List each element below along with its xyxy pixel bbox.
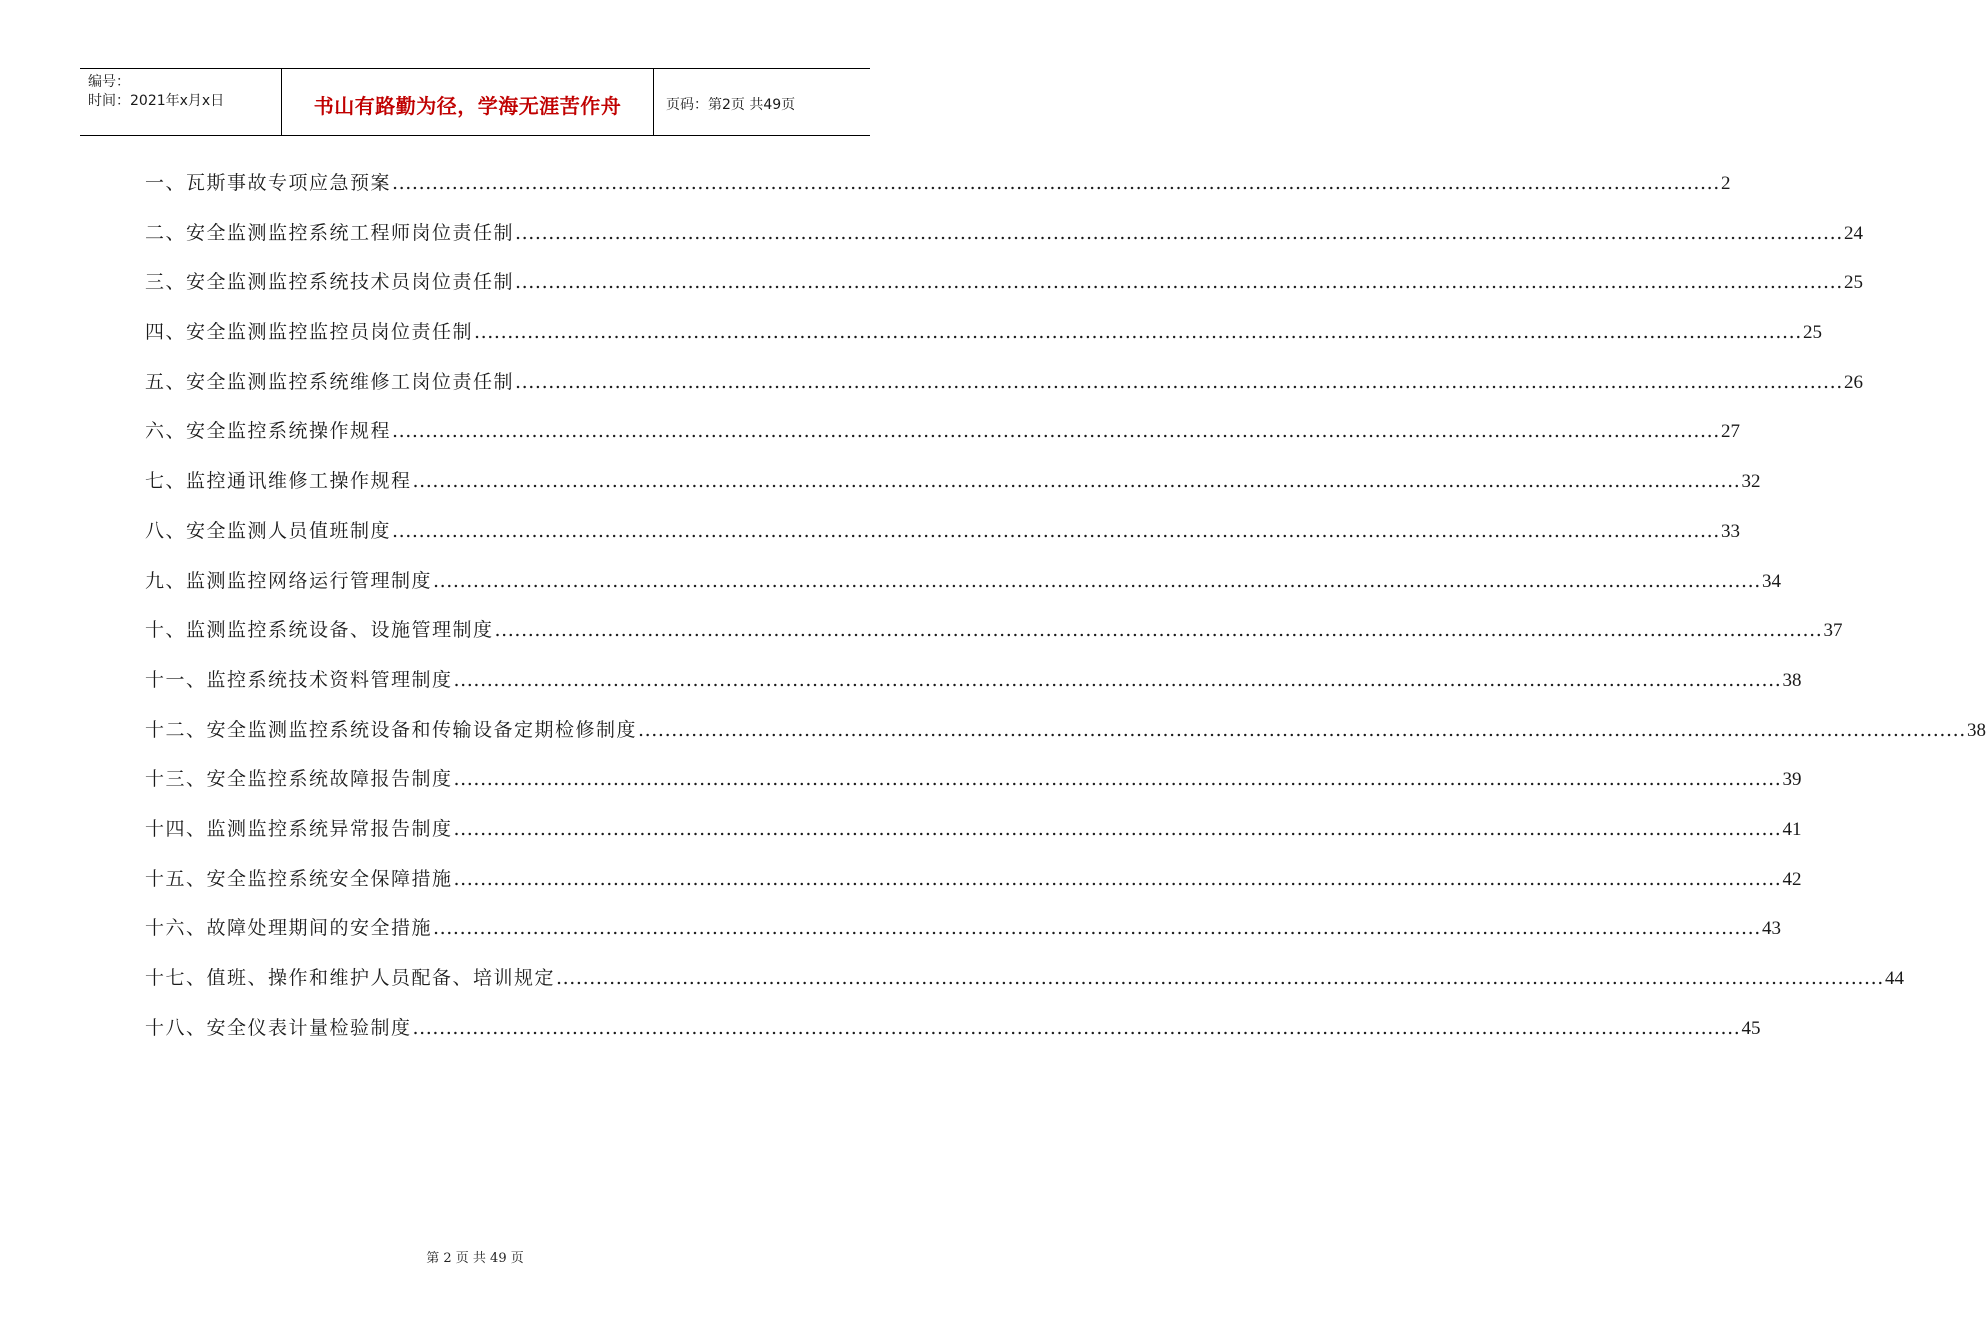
toc-entry[interactable] — [145, 963, 1904, 1013]
toc-entry-title: 十二、安全监测监控系统设备和传输设备定期检修制度 — [145, 718, 638, 741]
header-meta — [80, 69, 282, 135]
toc-leader-dots: ........................................................................................................................................................................................................ — [412, 470, 1741, 493]
toc-entry[interactable] — [145, 566, 1781, 616]
motto: 书山有路勤为径，学海无涯苦作舟 — [313, 93, 622, 118]
toc-entry-page: 38 — [1966, 719, 1986, 741]
toc-entry-page: 25 — [1843, 272, 1863, 294]
toc-leader-dots: ........................................................................................................................................................................................................ — [474, 321, 1802, 344]
toc-entry[interactable] — [145, 913, 1781, 963]
toc-leader-dots: ........................................................................................................................................................................................................ — [433, 917, 1761, 940]
toc-entry-page: 42 — [1782, 868, 1802, 890]
toc-entry[interactable] — [145, 367, 1863, 417]
toc-entry-page: 32 — [1741, 471, 1761, 493]
toc-entry-title: 五、安全监测监控系统维修工岗位责任制 — [145, 370, 515, 393]
toc-entry-title: 十三、安全监控系统故障报告制度 — [145, 768, 453, 791]
toc-leader-dots: ........................................................................................................................................................................................................ — [392, 420, 1720, 443]
toc-leader-dots: ........................................................................................................................................................................................................ — [515, 271, 1843, 294]
toc-entry-page: 24 — [1843, 222, 1863, 244]
toc-entry-title: 十一、监控系统技术资料管理制度 — [145, 668, 453, 691]
toc-leader-dots: ........................................................................................................................................................................................................ — [453, 867, 1782, 890]
toc-entry-title: 六、安全监控系统操作规程 — [145, 420, 392, 443]
toc-entry-title: 二、安全监测监控系统工程师岗位责任制 — [145, 221, 515, 244]
toc-entry-page: 26 — [1843, 371, 1863, 393]
toc-entry[interactable] — [145, 218, 1863, 268]
toc-entry-page: 37 — [1823, 620, 1843, 642]
toc-entry-title: 十五、安全监控系统安全保障措施 — [145, 867, 453, 890]
toc-entry-page: 27 — [1720, 421, 1740, 443]
toc-entry-page: 38 — [1782, 669, 1802, 691]
toc-leader-dots: ........................................................................................................................................................................................................ — [638, 718, 1966, 741]
time-label: 时间：2021年x月x日 — [88, 93, 225, 109]
page-footer: 第 2 页 共 49 页 — [426, 1251, 524, 1266]
toc-entry-title: 十四、监测监控系统异常报告制度 — [145, 817, 453, 840]
toc-entry[interactable] — [145, 168, 1731, 218]
toc-entry-page: 25 — [1802, 322, 1822, 344]
toc-entry[interactable] — [145, 715, 1986, 765]
toc-entry[interactable] — [145, 416, 1740, 466]
toc-entry[interactable] — [145, 864, 1802, 914]
page-info: 页码：第2页 共49页 — [666, 97, 796, 113]
toc-entry-page: 33 — [1720, 520, 1740, 542]
toc-entry[interactable] — [145, 764, 1802, 814]
toc-entry[interactable] — [145, 516, 1740, 566]
toc-leader-dots: ........................................................................................................................................................................................................ — [392, 519, 1720, 542]
number-label: 编号： — [88, 74, 130, 90]
toc-entry-title: 十六、故障处理期间的安全措施 — [145, 917, 433, 940]
toc-entry-title: 四、安全监测监控监控员岗位责任制 — [145, 321, 474, 344]
toc-entry-page: 34 — [1761, 570, 1781, 592]
toc-entry-title: 十八、安全仪表计量检验制度 — [145, 1016, 412, 1039]
toc-entry-page: 44 — [1884, 968, 1904, 989]
toc-leader-dots: ........................................................................................................................................................................................................ — [453, 768, 1782, 791]
toc-leader-dots: ........................................................................................................................................................................................................ — [494, 619, 1823, 642]
toc-entry-page: 39 — [1782, 769, 1802, 791]
toc-entry-title: 三、安全监测监控系统技术员岗位责任制 — [145, 271, 515, 294]
toc-entry[interactable] — [145, 814, 1802, 864]
toc-leader-dots: ........................................................................................................................................................................................................ — [453, 668, 1782, 691]
toc-entry-page: 2 — [1720, 173, 1731, 194]
toc-entry-page: 45 — [1741, 1017, 1761, 1039]
page-header — [80, 68, 870, 136]
toc-entry[interactable] — [145, 615, 1843, 665]
header-motto-cell — [282, 69, 654, 135]
toc-leader-dots: ........................................................................................................................................................................................................ — [556, 967, 1884, 989]
toc-entry-title: 十、监测监控系统设备、设施管理制度 — [145, 619, 494, 642]
toc-entry-title: 一、瓦斯事故专项应急预案 — [145, 172, 392, 194]
toc-entry[interactable] — [145, 466, 1761, 516]
toc-leader-dots: ........................................................................................................................................................................................................ — [515, 221, 1843, 244]
toc-leader-dots: ........................................................................................................................................................................................................ — [515, 370, 1843, 393]
toc-entry[interactable] — [145, 317, 1822, 367]
toc-entry-title: 七、监控通讯维修工操作规程 — [145, 470, 412, 493]
toc-leader-dots: ........................................................................................................................................................................................................ — [412, 1016, 1741, 1039]
toc-leader-dots: ........................................................................................................................................................................................................ — [392, 172, 1720, 194]
table-of-contents — [145, 168, 1986, 1062]
header-page-info — [654, 69, 870, 135]
toc-entry-title: 九、监测监控网络运行管理制度 — [145, 569, 433, 592]
toc-leader-dots: ........................................................................................................................................................................................................ — [433, 569, 1761, 592]
toc-entry-page: 41 — [1782, 818, 1802, 840]
toc-entry-title: 八、安全监测人员值班制度 — [145, 519, 392, 542]
toc-entry[interactable] — [145, 267, 1863, 317]
toc-entry-title: 十七、值班、操作和维护人员配备、培训规定 — [145, 967, 556, 989]
toc-entry[interactable] — [145, 1013, 1761, 1063]
toc-entry-page: 43 — [1761, 918, 1781, 940]
toc-leader-dots: ........................................................................................................................................................................................................ — [453, 817, 1782, 840]
toc-entry[interactable] — [145, 665, 1802, 715]
